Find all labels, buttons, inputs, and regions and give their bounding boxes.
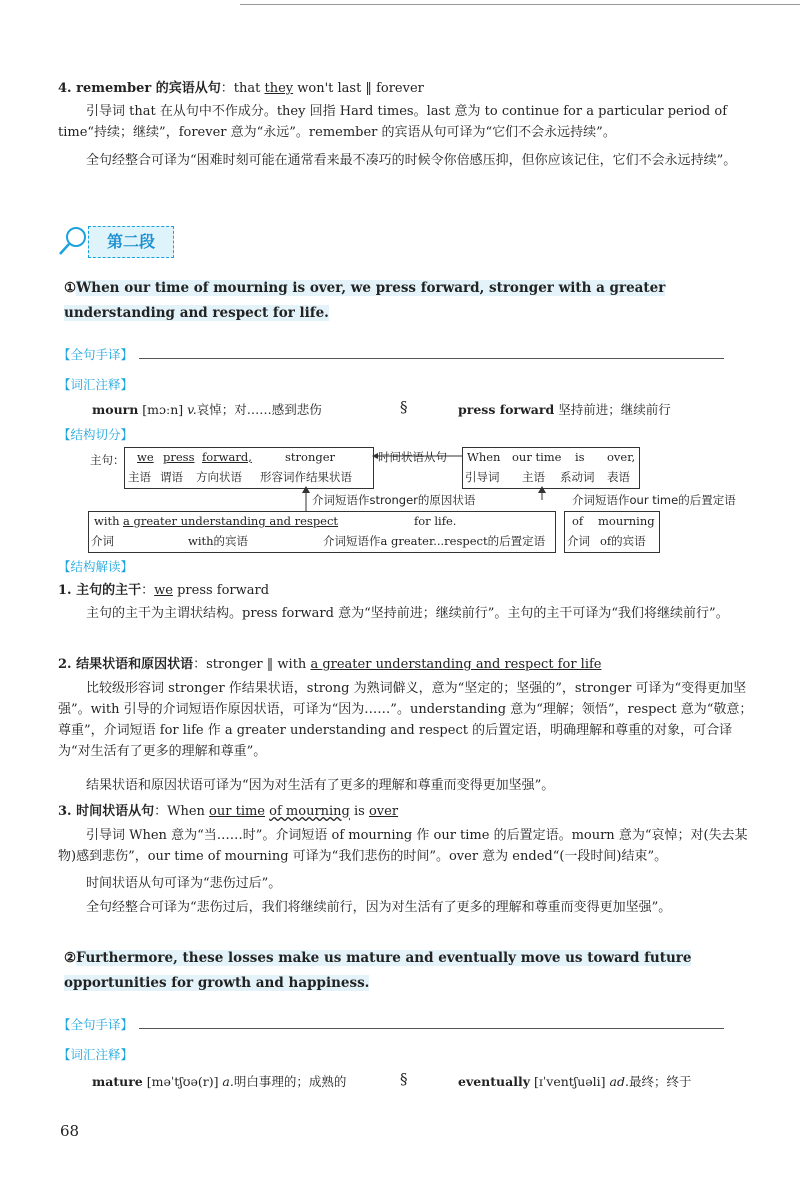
- section-title: 第二段: [88, 226, 174, 258]
- analysis-1-paragraph: 主句的主干为主谓状结构。press forward 意为“坚持前进；继续前行”。主句的主干可译为“我们将继续前行”。: [86, 606, 729, 621]
- vocab-item-mourn: mourn [mɔːn] v.哀悼；对……感到悲伤: [92, 402, 322, 417]
- part4-heading: 4. remember 的宾语从句: [58, 81, 221, 96]
- analysis-3-paragraph-3: 全句经整合可译为“悲伤过后，我们将继续前行，因为对生活有了更多的理解和尊重而变得更加坚强”。: [86, 900, 672, 915]
- separator-icon-2: §: [400, 1070, 408, 1088]
- translate-label-1: 【全句手译】: [58, 344, 758, 365]
- analysis-1-heading: 1. 主句的主干：we press forward: [58, 583, 270, 598]
- vocab-item-mature: mature [məˈtʃʊə(r)] a.明白事理的；成熟的: [92, 1074, 347, 1089]
- analysis-label-1: 【结构解读】: [58, 559, 134, 574]
- analysis-2-heading: 2. 结果状语和原因状语：stronger ‖ with a greater understanding and respect for life: [58, 657, 602, 672]
- sentence-1: ①When our time of mourning is over, we press forward, stronger with a greater understanding and respect for life.: [64, 280, 666, 321]
- top-rule: [240, 4, 800, 5]
- analysis-2-paragraph-2: 结果状语和原因状语可译为“因为对生活有了更多的理解和尊重而变得更加坚强”。: [86, 778, 555, 793]
- magnifier-icon: [56, 224, 90, 258]
- part4-heading-line: 4. remember 的宾语从句：that they won't last ‖ forever: [58, 81, 424, 96]
- part4-paragraph-1: 引导词 that 在从句中不作成分。they 回指 Hard times。last 意为 to continue for a particular period of time“持续；继续”，forever 意为“永远”。remember 的宾语从句可译为“它们不会永远持续”。: [58, 104, 727, 140]
- vocab-label-1: 【词汇注释】: [58, 377, 134, 392]
- analysis-3-heading: 3. 时间状语从句：When our time of mourning is over: [58, 804, 399, 819]
- arrow-up-icon-2: [536, 486, 548, 500]
- vocab-item-press-forward: press forward 坚持前进；继续前行: [458, 402, 671, 417]
- analysis-2-paragraph-1: 比较级形容词 stronger 作结果状语，strong 为熟词僻义，意为“坚定的；坚强的”，stronger 可译为“变得更加坚强”。with 引导的介词短语作原因状语，可译为“因为……”。understanding 意为“理解；领悟”，respect 意为“敬意；尊重”，介词短语 for life 作 a greater understanding and respect 的后置定语，明确理解和尊重的对象，可合译为“对生活有了更多的理解和尊重”。: [58, 681, 753, 759]
- part4-paragraph-2: 全句经整合可译为“困难时刻可能在通常看来最不凑巧的时候令你倍感压抑，但你应该记住，它们不会永远持续”。: [86, 153, 737, 168]
- struct-label-1: 【结构切分】: [58, 427, 134, 442]
- translate-input-line-2[interactable]: [139, 1018, 724, 1029]
- sentence-2: ②Furthermore, these losses make us mature and eventually move us toward future opportunities for growth and happiness.: [64, 950, 692, 991]
- translate-label-2: 【全句手译】: [58, 1014, 758, 1035]
- translate-input-line-1[interactable]: [139, 348, 724, 359]
- separator-icon: §: [400, 398, 408, 416]
- vocab-item-eventually: eventually [ɪˈventʃuəli] ad.最终；终于: [458, 1074, 692, 1089]
- arrow-up-icon: [300, 486, 312, 512]
- page-number: 68: [60, 1122, 80, 1140]
- analysis-3-paragraph-1: 引导词 When 意为“当……时”。介词短语 of mourning 作 our time 的后置定语。mourn 意为“哀悼；对(失去某物)感到悲伤”，our time of mourning 可译为“我们悲伤的时间”。over 意为 ended“(一段时间)结束”。: [58, 828, 748, 864]
- analysis-3-paragraph-2: 时间状语从句可译为“悲伤过后”。: [86, 876, 282, 891]
- vocab-label-2: 【词汇注释】: [58, 1047, 134, 1062]
